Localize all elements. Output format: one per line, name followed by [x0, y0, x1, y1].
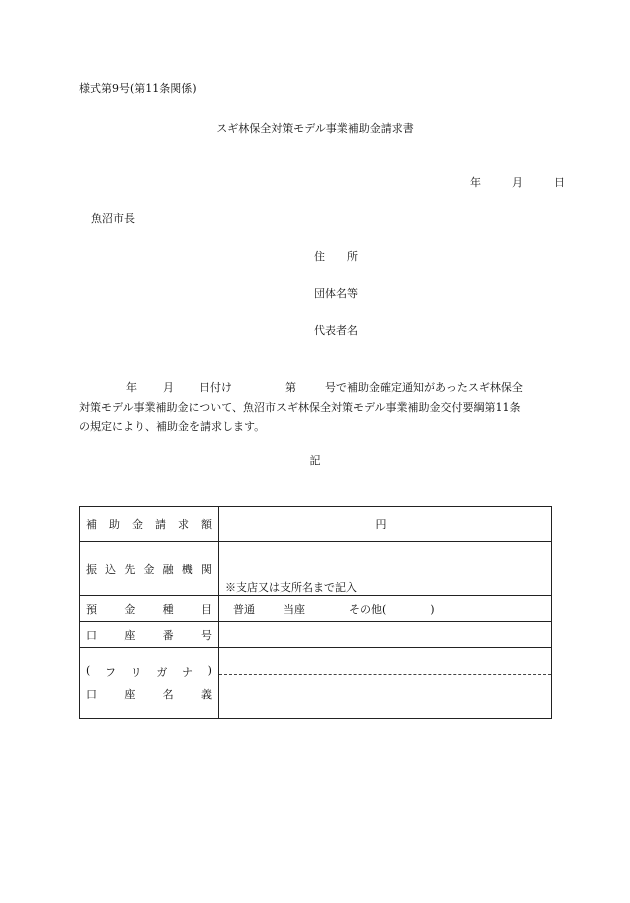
account-number-cell[interactable] — [219, 622, 552, 648]
table-row — [80, 507, 552, 542]
table-row — [80, 622, 552, 648]
body-line-3: の規定により、補助金を請求します。 — [79, 420, 266, 433]
deposit-type-other[interactable]: その他( — [349, 602, 387, 616]
table-row — [80, 648, 552, 719]
amount-value-cell[interactable] — [219, 507, 552, 542]
account-holder-label — [80, 648, 219, 719]
deposit-type-options — [219, 596, 552, 622]
deposit-type-futsu[interactable]: 普通 — [233, 602, 255, 616]
body-line-1: 年 月 日付け 第 号で補助金確定通知があったスギ林保全 — [126, 381, 523, 394]
account-number-label: 口 座 番 号 — [80, 622, 219, 648]
organization-label: 団体名等 — [314, 287, 358, 300]
deposit-type-other-close: ) — [430, 602, 435, 616]
document-title: スギ林保全対策モデル事業補助金請求書 — [216, 122, 414, 135]
deposit-type-toza[interactable]: 当座 — [283, 602, 305, 616]
table-row — [80, 596, 552, 622]
amount-label: 補 助 金 請 求 額 — [80, 507, 219, 542]
form-number: 様式第9号(第11条関係) — [79, 82, 197, 95]
bank-label: 振 込 先 金 融 機 関 — [80, 542, 219, 596]
request-table — [79, 506, 552, 719]
address-label: 住 所 — [314, 250, 358, 263]
representative-label: 代表者名 — [314, 324, 358, 337]
yen-unit: 円 — [375, 518, 387, 531]
addressee: 魚沼市長 — [91, 212, 135, 225]
table-row — [80, 542, 552, 596]
body-line-2: 対策モデル事業補助金について、魚沼市スギ林保全対策モデル事業補助金交付要綱第11条 — [79, 400, 521, 414]
date-month-label: 月 — [512, 176, 523, 189]
date-year-label: 年 — [470, 176, 481, 189]
date-day-label: 日 — [554, 176, 565, 189]
holder-name-label: 口 座 名 義 — [86, 688, 212, 701]
bank-value-cell[interactable] — [219, 542, 552, 596]
furigana-divider — [219, 674, 551, 675]
ki-heading: 記 — [309, 454, 321, 467]
account-holder-cell[interactable] — [219, 648, 552, 719]
furigana-label: ( フ リ ガ ナ ) — [86, 664, 212, 679]
body-paragraph — [79, 378, 552, 437]
date-line — [470, 176, 565, 190]
bank-note: ※支店又は支所名まで記入 — [225, 580, 357, 594]
deposit-type-label: 預 金 種 目 — [80, 596, 219, 622]
